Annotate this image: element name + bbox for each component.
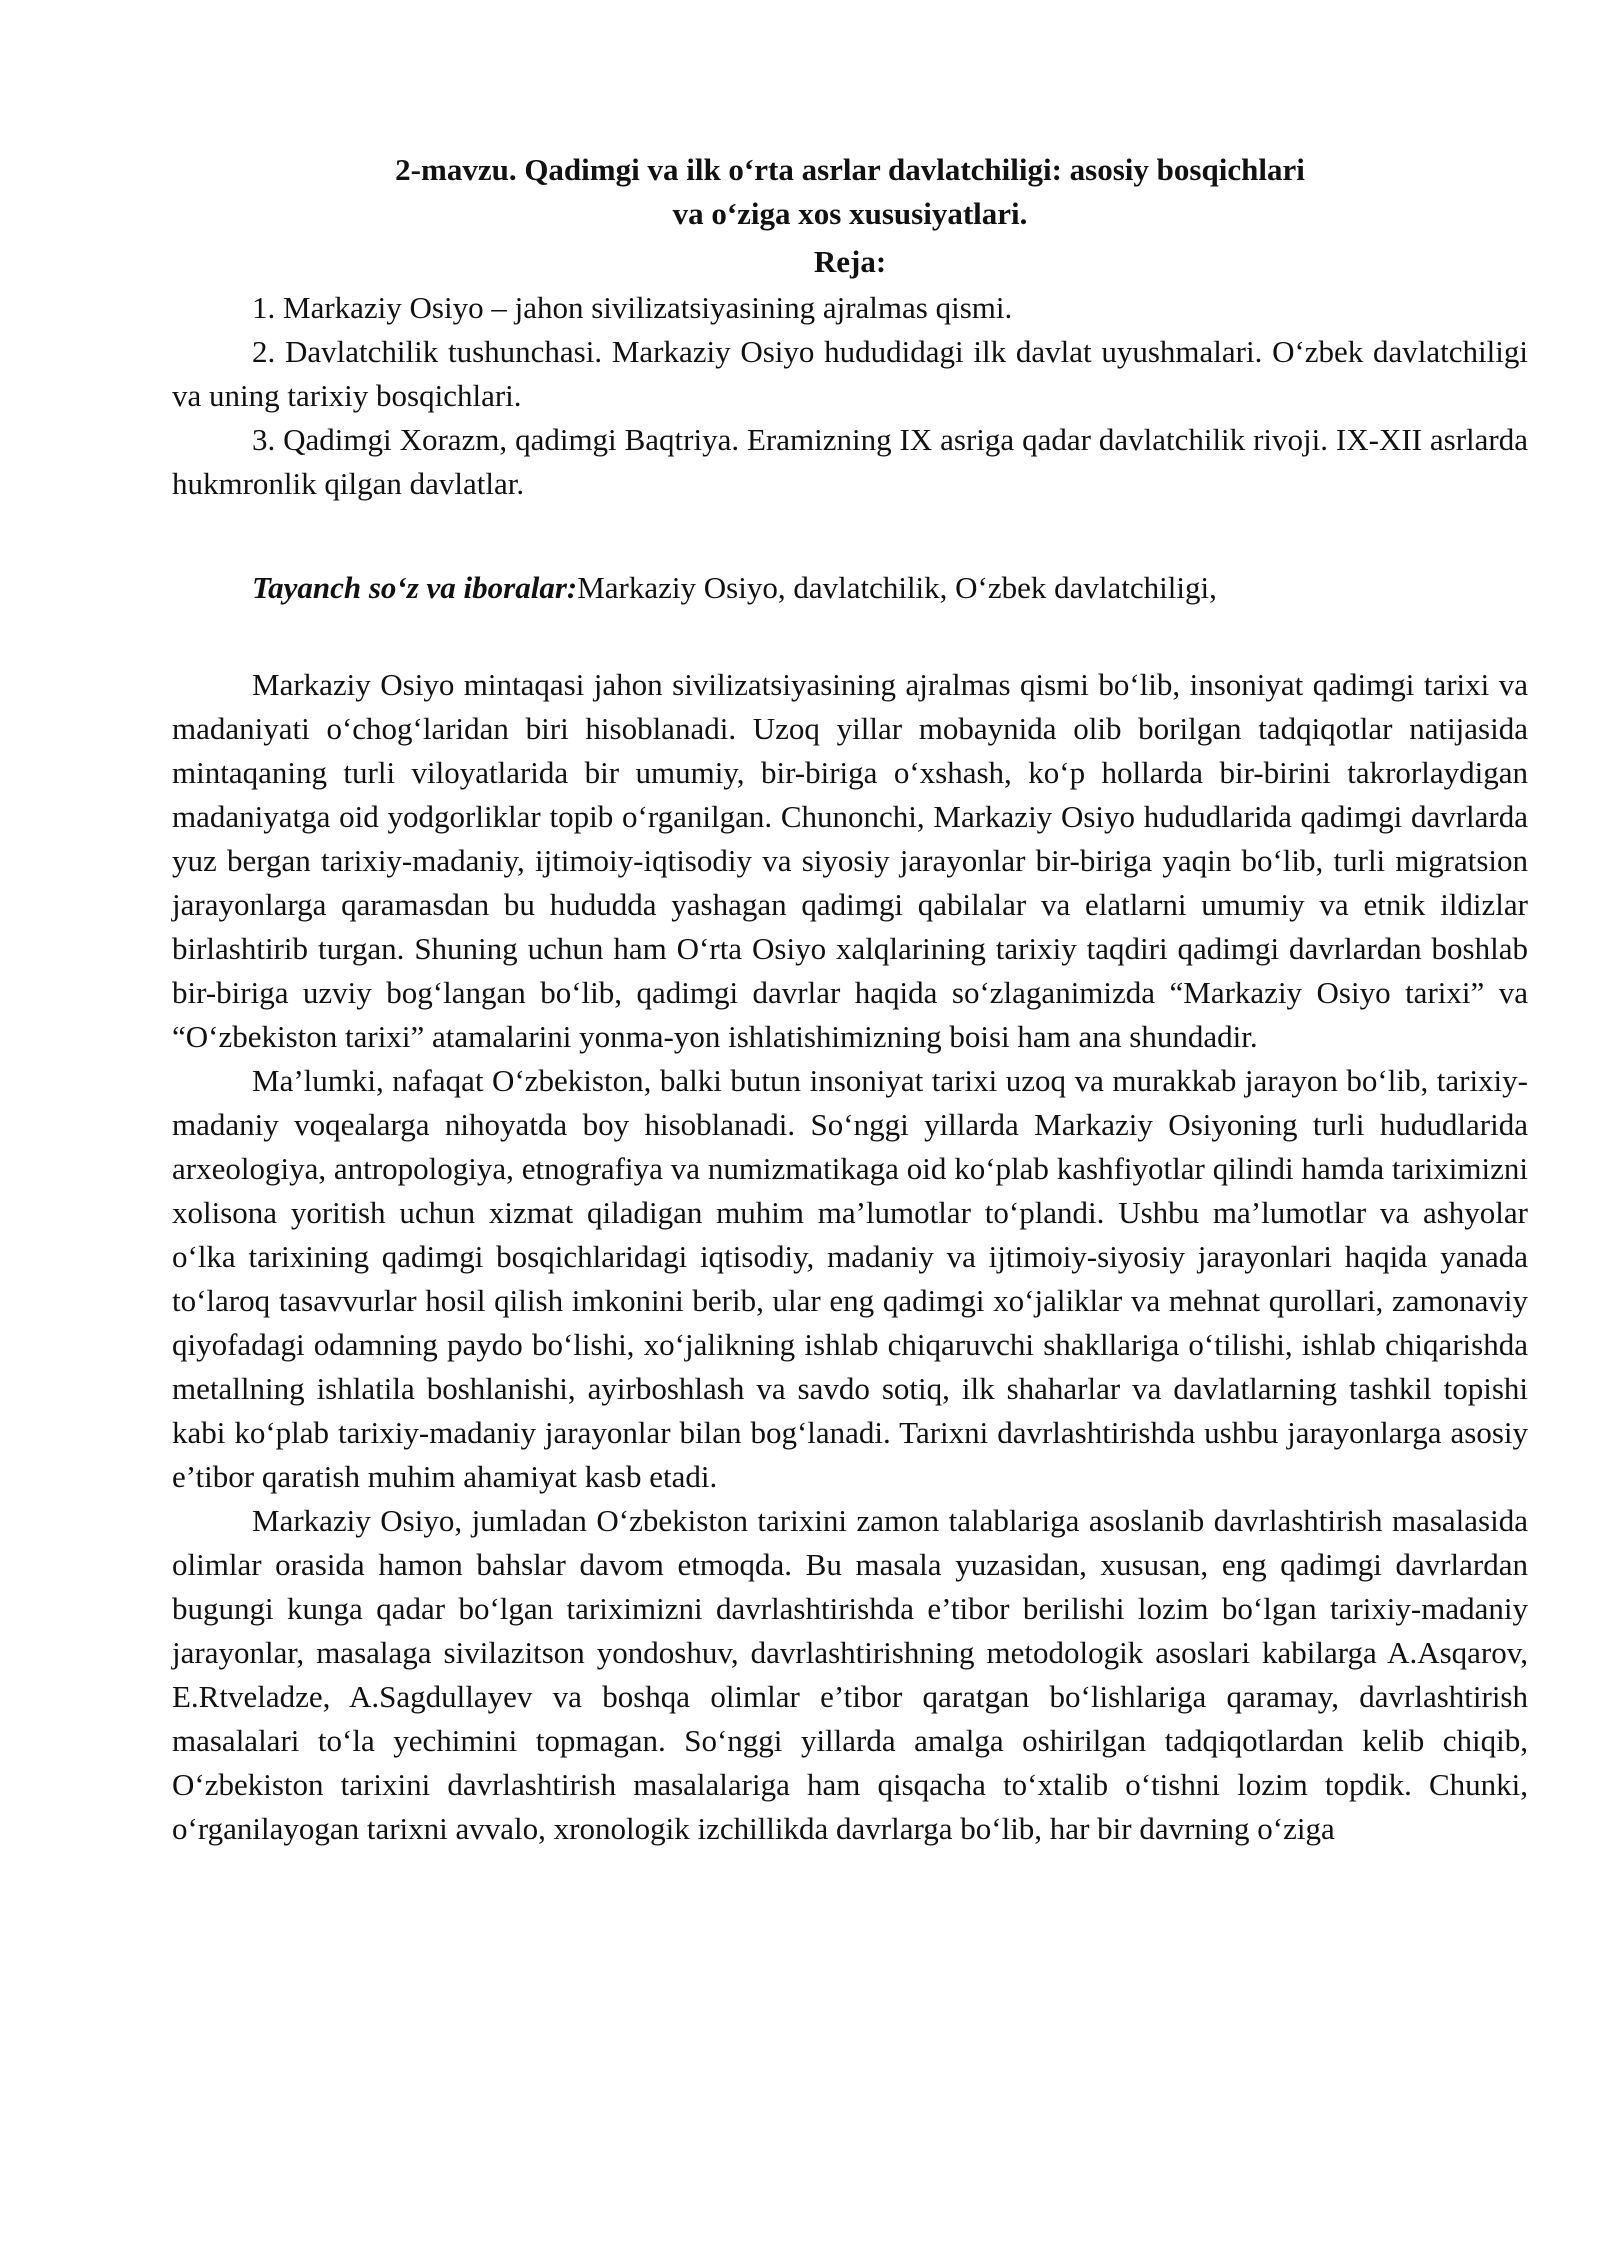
plan-item-2: 2. Davlatchilik tushunchasi. Markaziy Osiyo hududidagi ilk davlat uyushmalari. O‘zbek davlatchiligi va uning tarixiy bosqichlari. <box>172 334 1528 413</box>
plan-item-1: 1. Markaziy Osiyo – jahon sivilizatsiyasining ajralmas qismi. <box>252 290 1013 325</box>
keywords-text: Markaziy Osiyo, davlatchilik, O‘zbek davlatchiligi, <box>577 570 1217 605</box>
document-title <box>172 148 1528 236</box>
title-line-1: 2-mavzu. Qadimgi va ilk o‘rta asrlar davlatchiligi: asosiy bosqichlari <box>395 152 1305 187</box>
keywords-label: Tayanch so‘z va iboralar: <box>252 570 578 605</box>
title-line-2: va o‘ziga xos xususiyatlari. <box>672 196 1028 231</box>
paragraph-2: Ma’lumki, nafaqat O‘zbekiston, balki butun insoniyat tarixi uzoq va murakkab jarayon bo‘lib, tarixiy-madaniy voqealarga nihoyatda boy hisoblanadi. So‘nggi yillarda Markaziy Osiyoning turli hududlarida arxeologiya, antropologiya, etnografiya va numizmatikaga oid ko‘plab kashfiyotlar qilindi hamda tariximizni xolisona yoritish uchun xizmat qiladigan muhim ma’lumotlar to‘plandi. Ushbu ma’lumotlar va ashyolar o‘lka tarixining qadimgi bosqichlaridagi iqtisodiy, madaniy va ijtimoiy-siyosiy jarayonlari haqida yanada to‘laroq tasavvurlar hosil qilish imkonini berib, ular eng qadimgi xo‘jaliklar va mehnat qurollari, zamonaviy qiyofadagi odamning paydo bo‘lishi, xo‘jalikning ishlab chiqaruvchi shakllariga o‘tilishi, ishlab chiqarishda metallning ishlatila boshlanishi, ayirboshlash va savdo sotiq, ilk shaharlar va davlatlarning tashkil topishi kabi ko‘plab tarixiy-madaniy jarayonlar bilan bog‘lanadi. Tarixni davrlashtirishda ushbu jarayonlarga asosiy e’tibor qaratish muhim ahamiyat kasb etadi. <box>172 1063 1528 1494</box>
body-text <box>172 663 1528 1851</box>
plan-heading: Reja: <box>813 244 887 279</box>
keywords-line <box>172 566 1528 610</box>
paragraph-3: Markaziy Osiyo, jumladan O‘zbekiston tarixini zamon talablariga asoslanib davrlashtirish masalasida olimlar orasida hamon bahslar davom etmoqda. Bu masala yuzasidan, xususan, eng qadimgi davrlardan bugungi kunga qadar bo‘lgan tariximizni davrlashtirishda e’tibor berilishi lozim bo‘lgan tarixiy-madaniy jarayonlar, masalaga sivilazitson yondoshuv, davrlashtirishning metodologik asoslari kabilarga A.Asqarov, E.Rtveladze, A.Sagdullayev va boshqa olimlar e’tibor qaratgan bo‘lishlariga qaramay, davrlashtirish masalalari to‘la yechimini topmagan. So‘nggi yillarda amalga oshirilgan tadqiqotlardan kelib chiqib, O‘zbekiston tarixini davrlashtirish masalalariga ham qisqacha to‘xtalib o‘tishni lozim topdik. Chunki, o‘rganilayogan tarixni avvalo, xronologik izchillikda davrlarga bo‘lib, har bir davrning o‘ziga <box>172 1503 1528 1846</box>
paragraph-1: Markaziy Osiyo mintaqasi jahon sivilizatsiyasining ajralmas qismi bo‘lib, insoniyat qadimgi tarixi va madaniyati o‘chog‘laridan biri hisoblanadi. Uzoq yillar mobaynida olib borilgan tadqiqotlar natijasida mintaqaning turli viloyatlarida bir umumiy, bir-biriga o‘xshash, ko‘p hollarda bir-birini takrorlaydigan madaniyatga oid yodgorliklar topib o‘rganilgan. Chunonchi, Markaziy Osiyo hududlarida qadimgi davrlarda yuz bergan tarixiy-madaniy, ijtimoiy-iqtisodiy va siyosiy jarayonlar bir-biriga yaqin bo‘lib, turli migratsion jarayonlarga qaramasdan bu hududda yashagan qadimgi qabilalar va elatlarni umumiy va etnik ildizlar birlashtirib turgan. Shuning uchun ham O‘rta Osiyo xalqlarining tarixiy taqdiri qadimgi davrlardan boshlab bir-biriga uzviy bog‘langan bo‘lib, qadimgi davrlar haqida so‘zlaganimizda “Markaziy Osiyo tarixi” va “O‘zbekiston tarixi” atamalarini yonma-yon ishlatishimizning boisi ham ana shundadir. <box>172 667 1528 1054</box>
plan-list <box>172 286 1528 506</box>
plan-item-3: 3. Qadimgi Xorazm, qadimgi Baqtriya. Eramizning IX asriga qadar davlatchilik rivoji. IX-XII asrlarda hukmronlik qilgan davlatlar. <box>172 422 1528 501</box>
keywords-section <box>172 566 1528 610</box>
